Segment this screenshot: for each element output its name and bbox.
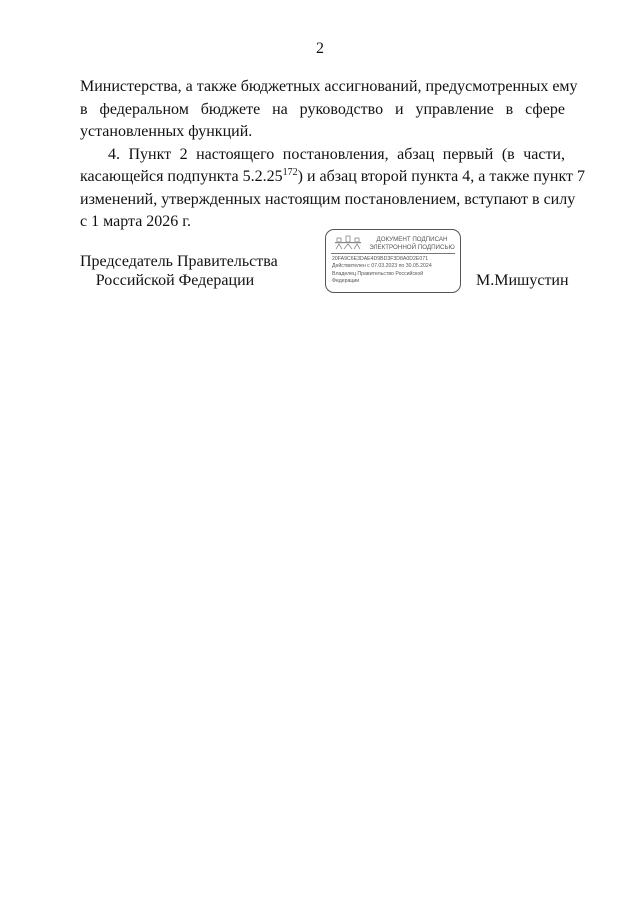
stamp-owner: Владелец Правительство Российской [332,270,424,277]
text-fragment: ) и абзац второй пункта 4, а также пункт 7 [297,168,586,185]
text-line: с 1 марта 2026 г. [80,213,192,230]
text-line: изменений, утвержденных настоящим постановлением, вступают в силу [80,190,576,208]
text-fragment: касающейся подпункта 5.2.25 [80,168,283,185]
stamp-divider [331,253,455,254]
document-body [80,76,586,234]
stamp-header [366,236,458,252]
paragraph-1 [80,76,578,144]
text-line [80,166,586,189]
stamp-details [332,256,458,286]
page-number: 2 [316,40,324,57]
text-line: в федеральном бюджете на руководство и управление в сфере [80,100,565,118]
text-line: установленных функций. [80,123,253,140]
signature-stamp [325,229,461,293]
stamp-header-line: ДОКУМЕНТ ПОДПИСАН [376,236,448,243]
paragraph-2 [80,144,586,234]
stamp-header-line: ЭЛЕКТРОННОЙ ПОДПИСЬЮ [369,244,455,251]
signatory-title-line: Председатель Правительства [80,253,278,270]
text-line: Министерства, а также бюджетных ассигнований, предусмотренных ему [80,78,578,95]
signatory-title [80,252,278,290]
text-line: 4. Пункт 2 настоящего постановления, абзац первый (в части, [108,145,565,163]
footnote-superscript: 172 [282,167,298,178]
stamp-owner: Федерации [332,278,360,285]
signatory-title-line: Российской Федерации [95,272,255,289]
signatory-name: М.Мишустин [476,272,569,289]
emblem-icon [334,235,362,250]
stamp-validity: Действителен с 07.03.2023 по 30.05.2024 [332,263,432,270]
stamp-certificate: 20FA9C6E3DAE4D9BD3F3D8A0D2E071 [332,256,429,262]
